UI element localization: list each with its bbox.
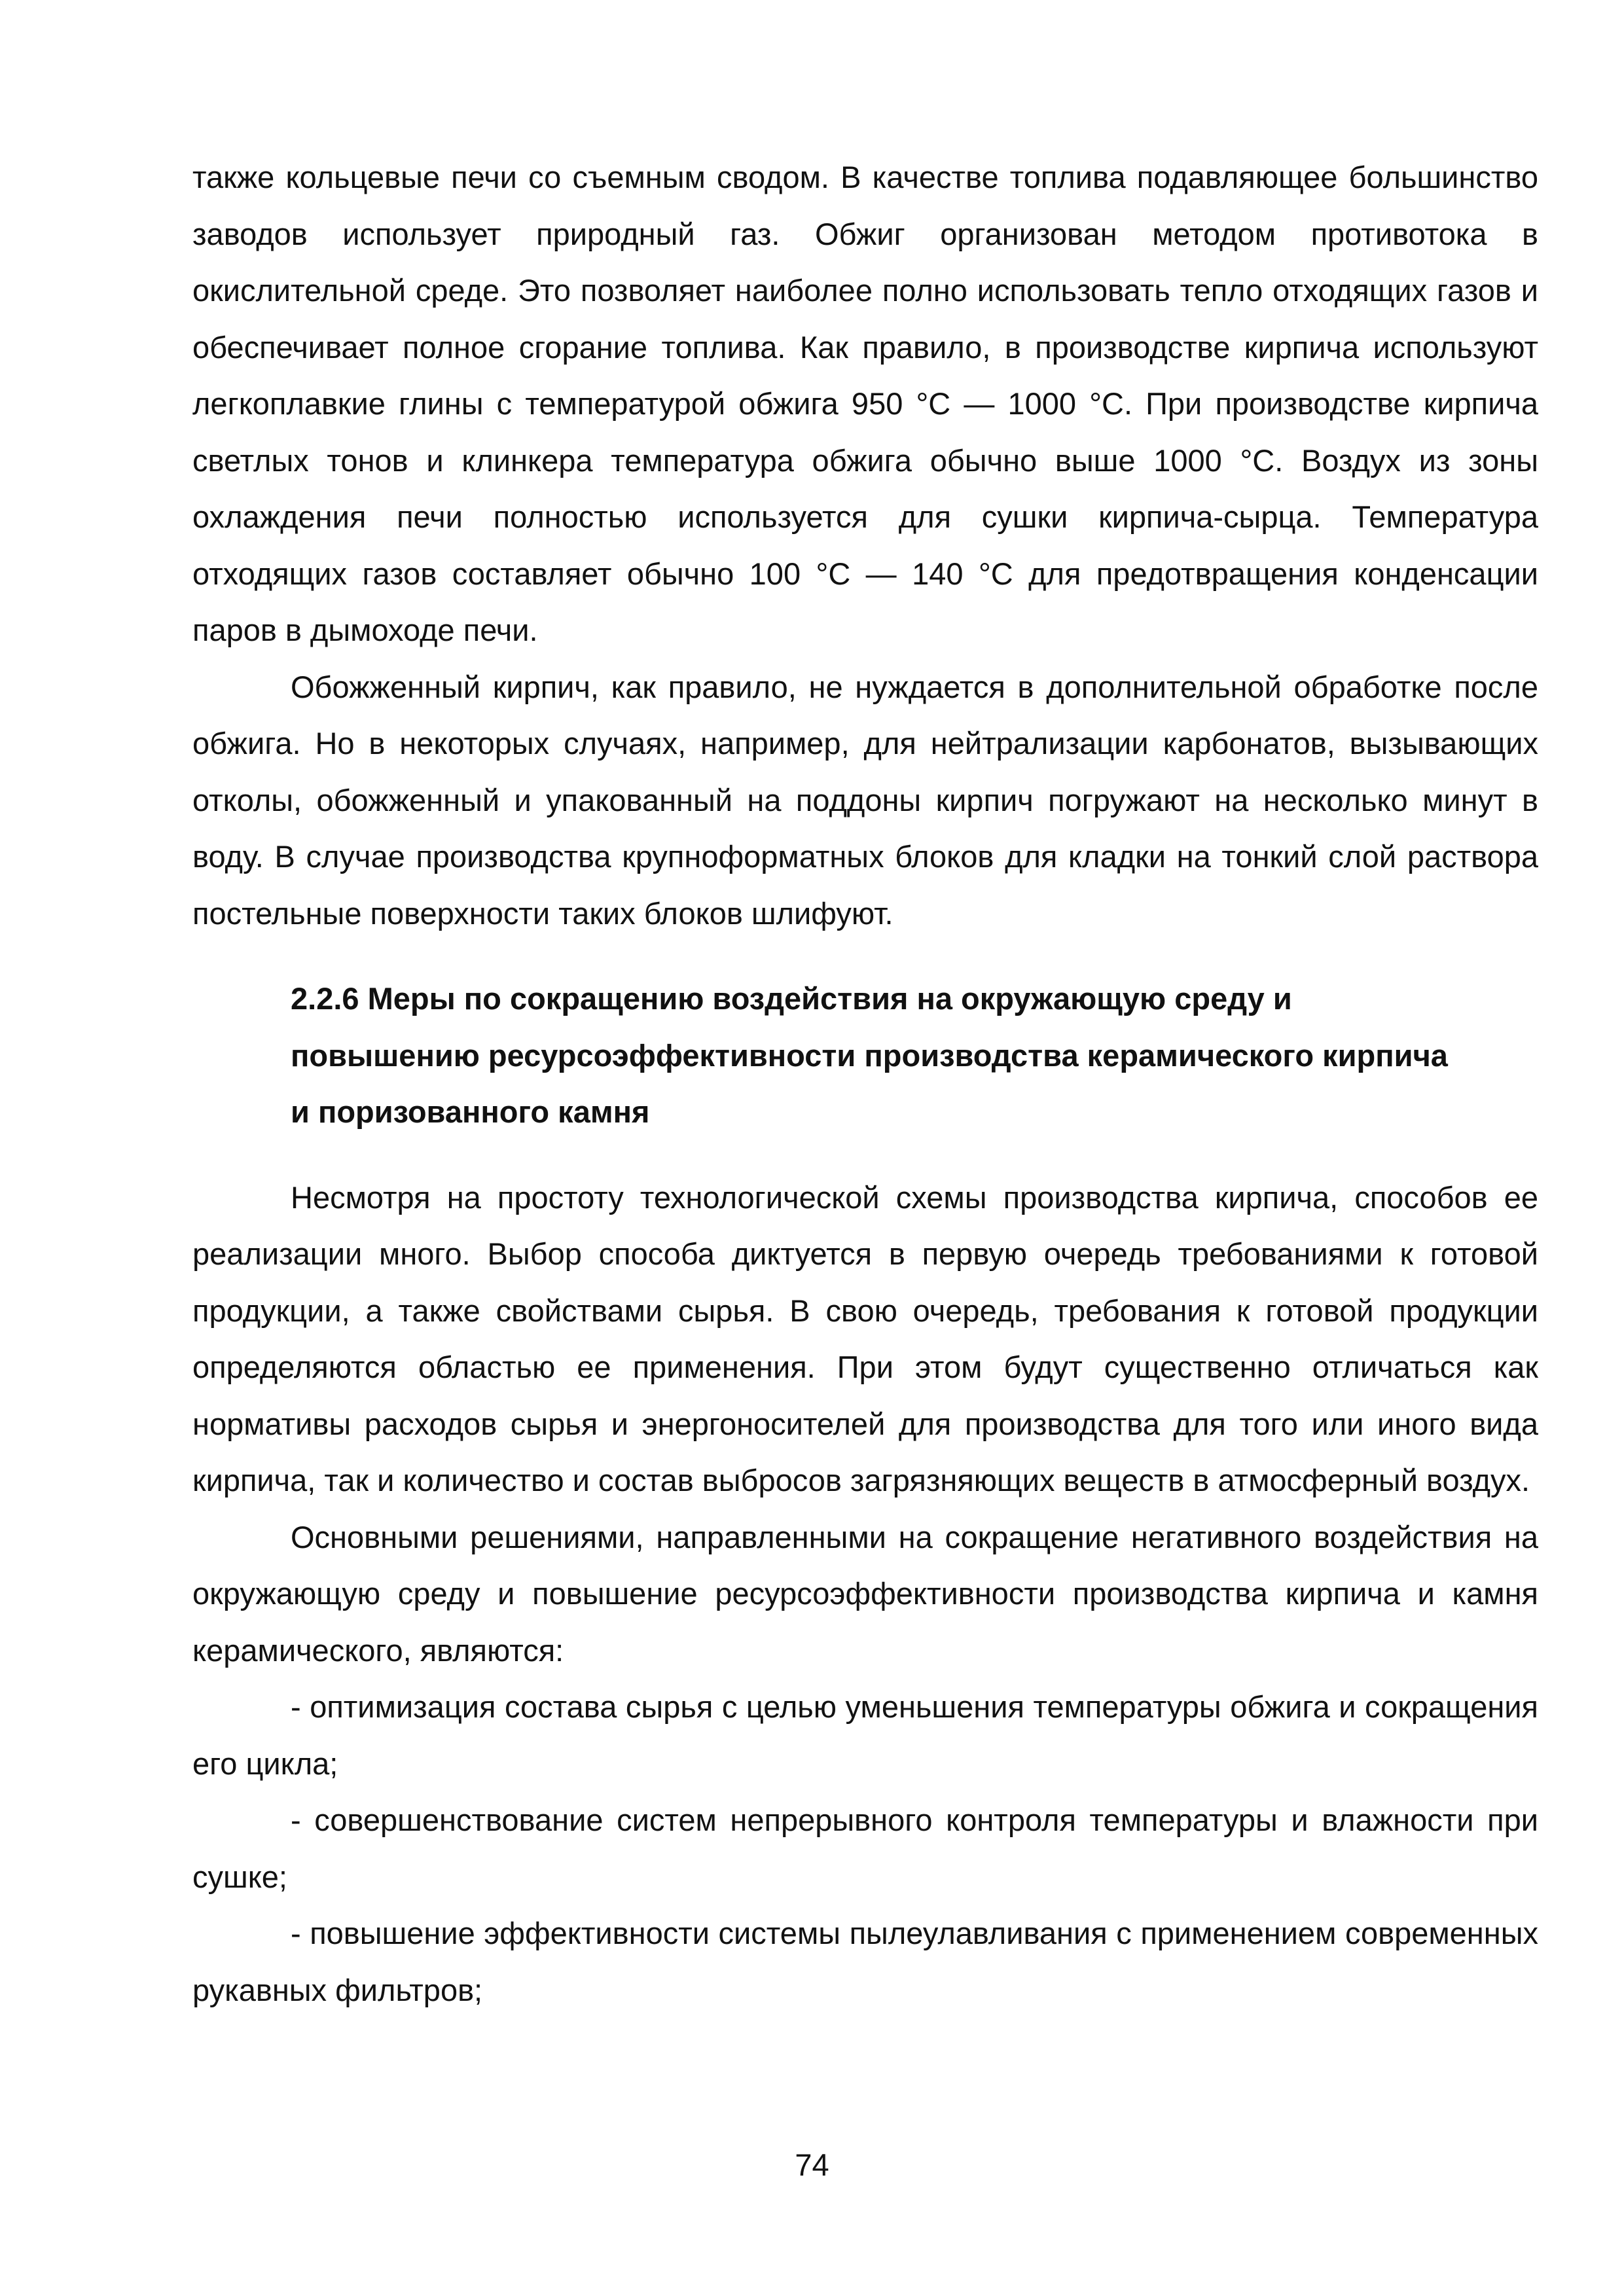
spacer xyxy=(192,942,1538,971)
paragraph-fired-brick-treatment: Обожженный кирпич, как правило, не нуждается в дополнительной обработке после обжига. Но в некоторых случаях, например, для нейтрализации карбонатов, вызывающих отколы, обожженный и упакованный на поддоны кирпич погружают на несколько минут в воду. В случае производства крупноформатных блоков для кладки на тонкий слой раствора постельные поверхности таких блоков шлифуют. xyxy=(192,669,1538,931)
list-item-raw-material-optimization: - оптимизация состава сырья с целью уменьшения температуры обжига и сокращения его цикла; xyxy=(192,1689,1538,1781)
page-number: 74 xyxy=(795,2147,829,2182)
section-heading-line-1: 2.2.6 Меры по сокращению воздействия на окружающую среду и xyxy=(291,981,1292,1016)
paragraph-kilns-firing: также кольцевые печи со съемным сводом. В качестве топлива подавляющее большинство заводов использует природный газ. Обжиг организован методом противотока в окислительной среде. Это позволяет наиболее полно использовать тепло отходящих газов и обеспечивает полное сгорание топлива. Как правило, в производстве кирпича используют легкоплавкие глины с температурой обжига 950 °С — 1000 °С. При производстве кирпича светлых тонов и клинкера температура обжига обычно выше 1000 °С. Воздух из зоны охлаждения печи полностью используется для сушки кирпича-сырца. Температура отходящих газов составляет обычно 100 °С — 140 °С для предотвращения конденсации паров в дымоходе печи. xyxy=(192,160,1538,647)
paragraph-main-solutions: Основными решениями, направленными на сокращение негативного воздействия на окружающую среду и повышение ресурсоэффективности производства кирпича и камня керамического, являются: xyxy=(192,1519,1538,1668)
spacer xyxy=(192,1141,1538,1170)
paragraph-technology-scheme: Несмотря на простоту технологической схемы производства кирпича, способов ее реализации много. Выбор способа диктуется в первую очередь требованиями к готовой продукции, а также свойствами сырья. В свою очередь, требования к готовой продукции определяются областью ее применения. При этом будут существенно отличаться как нормативы расходов сырья и энергоносителей для производства для того или иного вида кирпича, так и количество и состав выбросов загрязняющих веществ в атмосферный воздух. xyxy=(192,1179,1538,1498)
section-heading xyxy=(192,971,1538,1141)
section-heading-line-3: и поризованного камня xyxy=(291,1094,650,1129)
page-body xyxy=(192,149,1538,2018)
list-item-monitoring-systems: - совершенствование систем непрерывного контроля температуры и влажности при сушке; xyxy=(192,1803,1538,1894)
list-item-dust-collection: - повышение эффективности системы пылеулавливания с применением современных рукавных фильтров; xyxy=(192,1916,1538,2007)
section-heading-line-2: повышению ресурсоэффективности производства керамического кирпича xyxy=(291,1037,1448,1073)
